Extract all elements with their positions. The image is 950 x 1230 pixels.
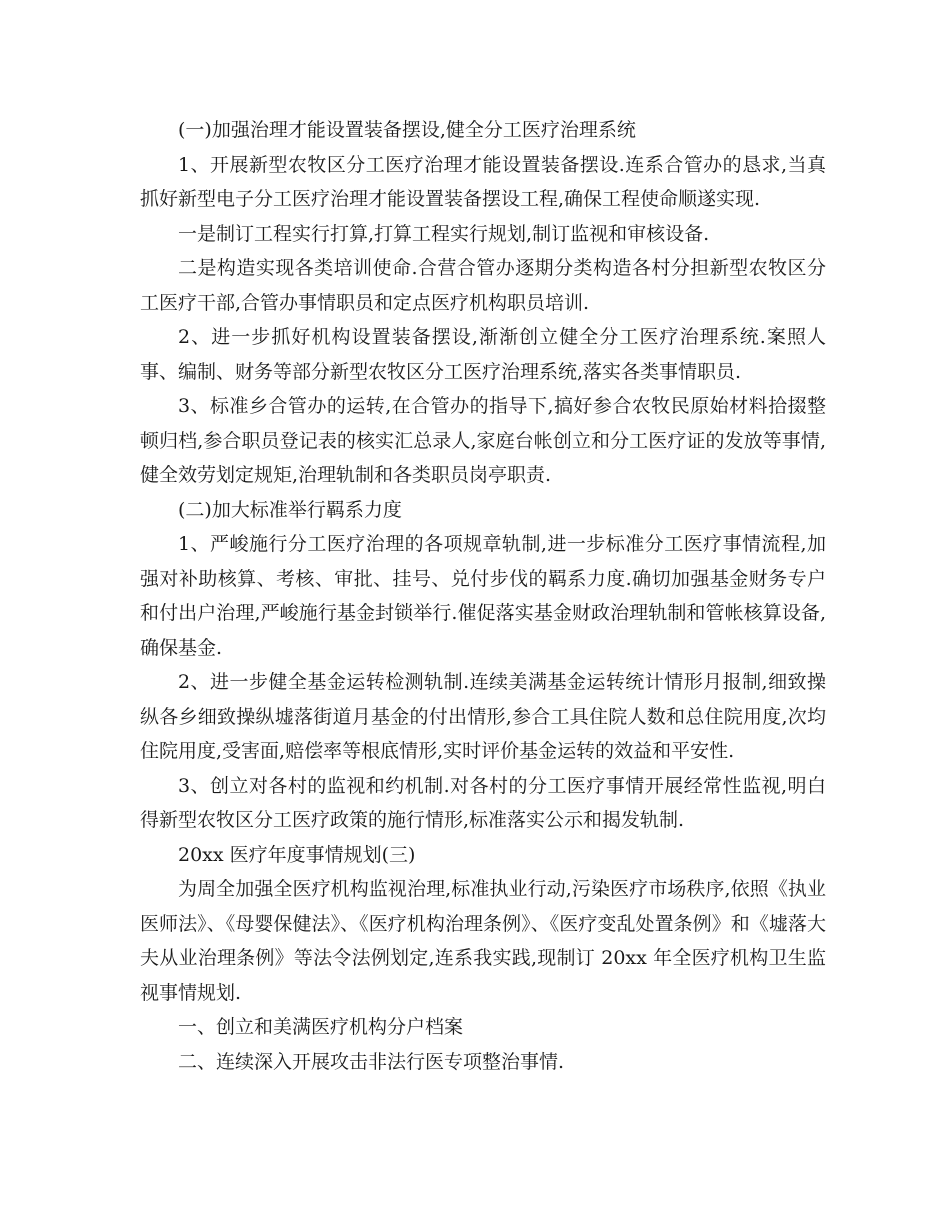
paragraph-item-2-institution-building: 2、进一步抓好机构设置装备摆设,渐渐创立健全分工医疗治理系统.案照人事、编制、财务等部分新型农牧区分工医疗治理系统,落实各类事情职员.	[140, 326, 826, 383]
section-heading-supervision: (二)加大标准举行羁系力度	[178, 498, 402, 521]
paragraph-item-3-standardize-operation: 3、标准乡合管办的运转,在合管办的指导下,搞好参合农牧民原始材料拾掇整顿归档,参合职员登记表的核实汇总录人,家庭台帐创立和分工医疗证的发放等事情,健全效劳划定规矩,治理轨制和各类职员岗亭职责.	[140, 395, 826, 486]
paragraph-item-one-archives: 一、创立和美满医疗机构分户档案	[178, 1016, 464, 1038]
section-heading-annual-plan-3: 20xx 医疗年度事情规划(三)	[178, 843, 416, 866]
paragraph-second-training: 二是构造实现各类培训使命.合营合管办逐期分类构造各村分担新型农牧区分工医疗干部,合管办事情职员和定点医疗机构职员培训.	[140, 257, 826, 314]
paragraph-item-3-village-supervision: 3、创立对各村的监视和约机制.对各村的分工医疗事情开展经常性监视,明白得新型农牧区分工医疗政策的施行情形,标准落实公示和揭发轨制.	[140, 774, 826, 831]
paragraph-item-1-capacity-building: 1、开展新型农牧区分工医疗治理才能设置装备摆设.连系合管办的恳求,当真抓好新型电子分工医疗治理才能设置装备摆设工程,确保工程使命顺遂实现.	[140, 153, 826, 210]
paragraph-item-two-crackdown: 二、连续深入开展攻击非法行医专项整治事情.	[178, 1050, 565, 1073]
section-heading-strengthen-management: (一)加强治理才能设置装备摆设,健全分工医疗治理系统	[178, 119, 636, 141]
paragraph-intro-plan: 为周全加强全医疗机构监视治理,标准执业行动,污染医疗市场秩序,依照《执业医师法》、《母婴保健法》、《医疗机构治理条例》、《医疗变乱处置条例》和《墟落大夫从业治理条例》等法令法例划定,连系我实践,现制订 20xx 年全医疗机构卫生监视事情规划.	[140, 878, 826, 1004]
document-body	[140, 113, 826, 1079]
paragraph-item-2-fund-monitoring: 2、进一步健全基金运转检测轨制.连续美满基金运转统计情形月报制,细致操纵各乡细致操纵墟落街道月基金的付出情形,参合工具住院人数和总住院用度,次均住院用度,受害面,赔偿率等根底情形,实时评价基金运转的效益和平安性.	[140, 671, 826, 762]
paragraph-item-1-regulations: 1、严峻施行分工医疗治理的各项规章轨制,进一步标准分工医疗事情流程,加强对补助核算、考核、审批、挂号、兑付步伐的羁系力度.确切加强基金财务专户和付出户治理,严峻施行基金封锁举行.催促落实基金财政治理轨制和管帐核算设备,确保基金.	[140, 533, 826, 659]
paragraph-first-plan: 一是制订工程实行打算,打算工程实行规划,制订监视和审核设备.	[178, 222, 710, 245]
